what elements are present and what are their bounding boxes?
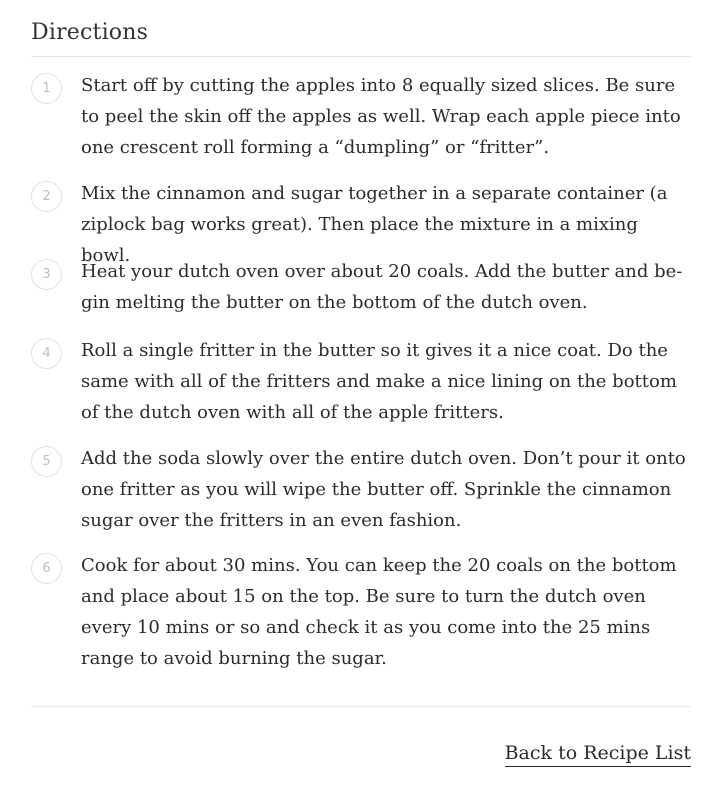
step-number-badge: 5 [31,446,62,477]
step-number-badge: 1 [31,73,62,104]
step-text: Cook for about 30 mins. You can keep the 20 coals on the bottom and place about 15 on the top. Be sure to turn the dutch oven every 10 mins or so and check it as you come into the 25 mins range to avoid burning the sugar. [81,555,677,669]
direction-step [31,335,691,428]
back-to-recipe-list-link[interactable]: Back to Recipe List [505,740,691,767]
footer-divider [31,706,691,707]
step-text: Mix the cinnamon and sugar together in a separate container (a ziplock bag works great). Then place the mixture in a mixing bowl. [81,183,668,266]
step-number-badge: 2 [31,181,62,212]
step-number-badge: 6 [31,553,62,584]
direction-step [31,443,691,536]
direction-step [31,550,691,674]
direction-step [31,70,691,163]
step-text: Start off by cutting the apples into 8 equally sized slices. Be sure to peel the skin off the apples as well. Wrap each apple piece into one crescent roll forming a “dumpling” or “fritter”. [81,75,681,158]
direction-step [31,256,691,318]
heading-divider [31,56,691,57]
directions-heading: Directions [31,20,149,45]
step-text: Roll a single fritter in the butter so it gives it a nice coat. Do the same with all of the fritters and make a nice lining on the bottom of the dutch oven with all of the apple fritters. [81,340,677,423]
step-number-badge: 3 [31,259,62,290]
step-text: Add the soda slowly over the entire dutch oven. Don’t pour it onto one fritter as you will wipe the butter off. Sprinkle the cinnamon sugar over the fritters in an even fashion. [81,448,686,531]
step-text: Heat your dutch oven over about 20 coals. Add the butter and begin melting the butter on the bottom of the dutch oven. [81,261,683,313]
step-number-badge: 4 [31,338,62,369]
